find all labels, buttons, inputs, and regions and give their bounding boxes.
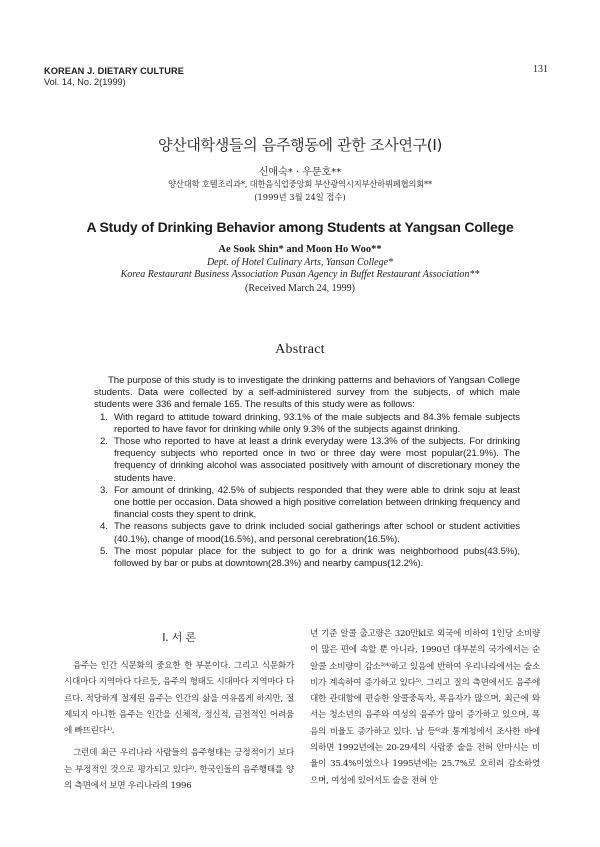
result-number: 5. bbox=[100, 545, 108, 557]
result-number: 2. bbox=[100, 436, 108, 448]
abstract-results-list bbox=[94, 412, 520, 571]
page-number: 131 bbox=[533, 64, 548, 75]
english-title: A Study of Drinking Behavior among Students at Yangsan College bbox=[86, 219, 514, 235]
result-text: The reasons subjects gave to drink included social gatherings after school or student activities (40.1%), change of mood(16.5%), and personal cerebration(16.5%). bbox=[114, 521, 520, 545]
result-text: For amount of drinking, 42.5% of subjects responded that they were able to drink soju at least one bottle per occasion. Data showed a high positive correlation between drinking frequency and financial costs they spent to drink. bbox=[114, 484, 520, 521]
abstract-result-item bbox=[94, 412, 520, 436]
journal-name: KOREAN J. DIETARY CULTURE bbox=[44, 66, 184, 76]
english-association: Korea Restaurant Business Association Pusan Agency in Buffet Restaurant Association** bbox=[120, 269, 480, 280]
abstract-body bbox=[94, 375, 520, 570]
korean-title: 양산대학생들의 음주행동에 관한 조사연구(I) bbox=[157, 136, 443, 154]
journal-header bbox=[44, 66, 184, 88]
body-column-right bbox=[310, 626, 540, 789]
abstract-result-item bbox=[94, 436, 520, 485]
abstract-result-item bbox=[94, 521, 520, 545]
abstract-result-item bbox=[94, 546, 520, 570]
korean-authors: 신애숙* · 우문호** bbox=[258, 167, 342, 178]
abstract-intro: The purpose of this study is to investigate the drinking patterns and behaviors of Yangsan College students. Data were collected by a self-administered survey from the subjects, of which male students were 336 and female 165. The results of this study were as follows: bbox=[94, 375, 520, 411]
english-department: Dept. of Hotel Culinary Arts, Yansan College* bbox=[206, 257, 394, 268]
result-number: 3. bbox=[100, 484, 108, 496]
korean-affiliations: 양산대학 호텔조리과*, 대한음식업중앙회 부산광역시지부산하뷔페협의회** bbox=[168, 179, 432, 189]
result-number: 4. bbox=[100, 521, 108, 533]
english-authors: Ae Sook Shin* and Moon Ho Woo** bbox=[218, 244, 382, 255]
body-paragraph: 그런데 최근 우리나라 사람들의 음주형태는 긍정적이기 보다는 부정적인 것으로 평가되고 있다²⁾. 한국인들의 음주행태를 양의 측면에서 보면 우리나라의 1996 bbox=[64, 748, 294, 792]
english-received-date: (Received March 24, 1999) bbox=[245, 283, 355, 294]
korean-received-date: (1999년 3월 24일 접수) bbox=[254, 192, 346, 202]
body-paragraph: 년 기준 알콜 출고량은 320만kl로 외국에 비하여 1인당 소비량이 많은 편에 속할 뿐 아니라, 1990년 대부분의 국가에서는 순알콜 소비량이 감소³⁾⁴⁾하고 있음에 반하여 우리나라에서는 술소비가 계속하여 증가하고 있다⁵⁾. 그리고 질의 측면에서도 음주에 대한 관대함에 편승한 알콜중독자, 폭음자가 많으며, 최근에 와서는 청소년의 음주와 여성의 음주가 많이 증가하고 있으며, 폭음의 비율도 증가하고 있다. 남 등⁶⁾과 통계청에서 조사한 바에 의하면 1992년에는 20-29세의 사람중 술을 전혀 안마시는 비율이 35.4%이었으나 1995년에는 25.7%로 오히려 감소하였으며, 여성에 있어서도 술을 전혀 안 bbox=[310, 629, 540, 786]
abstract-heading: Abstract bbox=[275, 342, 325, 357]
abstract-result-item bbox=[94, 485, 520, 522]
journal-volume: Vol. 14, No. 2(1999) bbox=[44, 77, 126, 87]
result-number: 1. bbox=[100, 411, 108, 423]
result-text: With regard to attitude toward drinking, 93.1% of the male subjects and 84.3% female subjects reported to have favor for drinking while only 9.3% of the subjects against drinking. bbox=[114, 411, 520, 435]
result-text: The most popular place for the subject to go for a drink was neighborhood pubs(43.5%), followed by bar or pubs at downtown(28.3%) and nearby campus(12.2%). bbox=[114, 545, 520, 570]
body-column-left bbox=[64, 626, 294, 794]
result-text: Those who reported to have at least a drink everyday were 13.3% of the subjects. For drinking frequency subjects who reported once in two or three day were most popular(21.9%). The frequency of drinking alcohol was associated positively with amount of discretionary money the students have. bbox=[114, 436, 520, 484]
section-heading-introduction: I. 서 론 bbox=[162, 631, 196, 644]
body-paragraph: 음주는 인간 식문화의 중요한 한 부분이다. 그리고 식문화가 시대마다 지역마다 다르듯, 음주의 형태도 시대마다 지역마다 다르다. 적당하게 절제된 음주는 인간의 삶을 여유롭게 하지만, 절제되지 아니한 음주는 인간을 신체적, 정신적, 금전적인 어려움에 빠뜨린다¹⁾. bbox=[64, 661, 294, 737]
